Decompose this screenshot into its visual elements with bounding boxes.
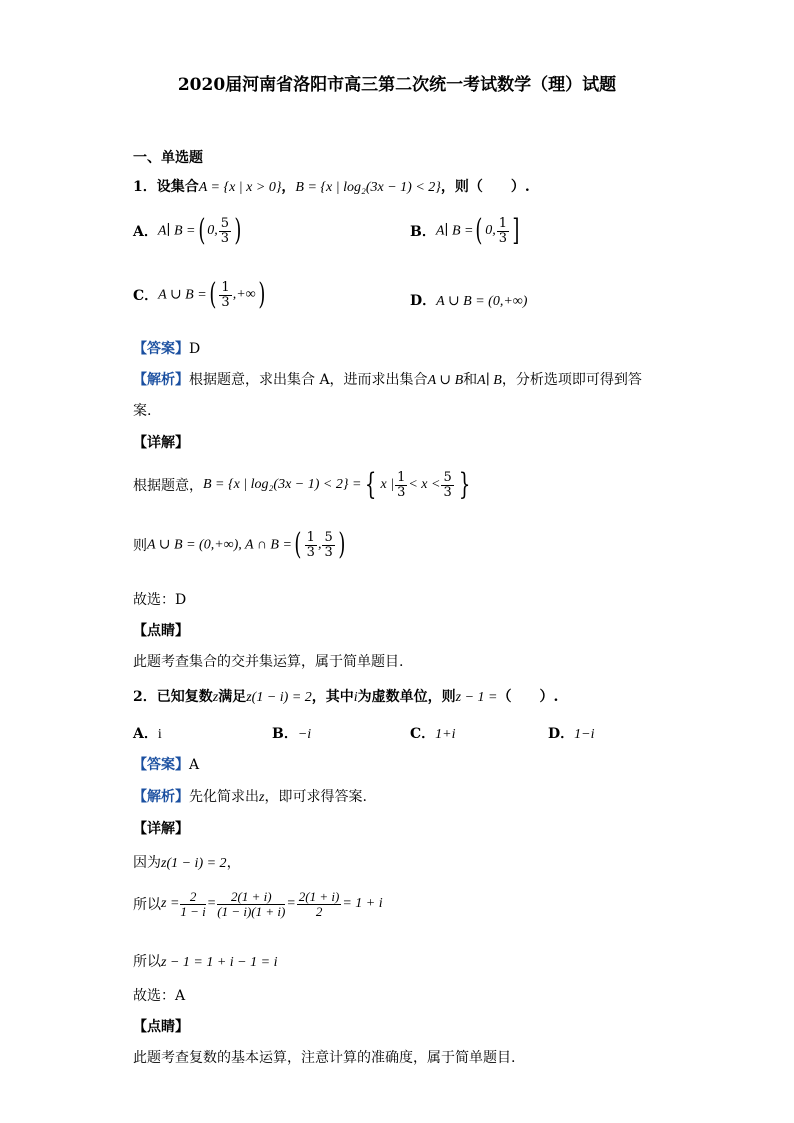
q2-stem-c: ，其中 <box>311 689 354 705</box>
denominator: 3 <box>306 544 315 560</box>
q1-opt-d-text: A ∪ B = (0,+∞) <box>436 294 528 309</box>
q1-opt-c-left: ( <box>209 277 217 312</box>
denominator: 2 <box>315 903 323 919</box>
q2-opt-c-label: C． <box>410 726 436 742</box>
q2-analysis-text-b: ，即可求得答案. <box>264 789 367 805</box>
q1-choose: 故选：D <box>133 592 187 608</box>
q2-detail1-tail: ， <box>226 855 241 871</box>
q2-detail3-math: z − 1 = 1 + i − 1 = i <box>161 955 278 970</box>
q1-comment-tag: 【点睛】 <box>133 623 189 639</box>
q2-detail1-math: z(1 − i) = 2 <box>161 856 227 871</box>
q2-comment-tag: 【点睛】 <box>133 1019 189 1035</box>
q2-analysis <box>133 786 367 806</box>
q2-stem-d: 为虚数单位，则 <box>357 689 456 705</box>
brace-left: { <box>365 467 377 502</box>
q1-opt-b-label: B． <box>410 224 436 240</box>
q1-answer <box>133 338 200 358</box>
paren-right: ) <box>338 527 346 562</box>
numerator: 2(1 + i) <box>217 890 285 905</box>
q1-opt-a-zero: 0, <box>207 223 218 238</box>
q1-opt-b-right: ] <box>512 213 520 248</box>
q1-analysis-text-c: ，分析选项即可得到答 <box>501 372 642 388</box>
q1-detail-tag: 【详解】 <box>133 435 189 451</box>
q2-opt-a-value: i <box>157 727 162 742</box>
q1-detail-mid: < x < <box>408 477 441 492</box>
q2-detail2-lhs: z = <box>161 896 180 912</box>
denominator: 3 <box>220 230 229 246</box>
q1-opt-d-label: D． <box>410 293 437 309</box>
q2-answer <box>133 754 199 774</box>
q2-option-c <box>410 723 456 743</box>
q1-detail-line1 <box>133 467 474 502</box>
q2-detail2-text: 所以 <box>133 897 161 914</box>
q2-detail-line2 <box>133 890 383 918</box>
q2-stem-math1: z(1 − i) = 2 <box>246 690 312 705</box>
q1-comma: ， <box>281 179 296 195</box>
q1-detail2-math: A ∪ B = (0,+∞), A ∩ B = <box>147 537 292 553</box>
q1-opt-b-left: ( <box>475 213 483 248</box>
q2-answer-value: A <box>189 757 200 773</box>
q1-analysis-tag: 【解析】 <box>133 372 189 388</box>
q1-opt-a-lhs: A∣ B = <box>157 223 196 239</box>
q1-opt-a-label: A． <box>133 224 158 240</box>
q1-opt-b-zero: 0, <box>485 223 496 238</box>
numerator: 1 <box>221 279 230 295</box>
q2-opt-b-label: B． <box>272 726 298 742</box>
q1-answer-tag: 【答案】 <box>133 341 189 357</box>
q1-opt-a-right: ) <box>234 213 242 248</box>
q1-detail2-text: 则 <box>133 538 147 554</box>
q1-opt-a-fraction <box>219 217 231 245</box>
fraction <box>322 531 334 559</box>
q2-answer-tag: 【答案】 <box>133 757 189 773</box>
numerator: 1 <box>498 215 507 231</box>
q1-set-b: B = {x | log₂(3x − 1) < 2} <box>295 180 441 195</box>
q1-opt-c-fraction <box>219 281 231 309</box>
q2-detail2-tail: = 1 + i <box>342 896 383 912</box>
fraction <box>297 890 342 918</box>
q1-detail-x: x | <box>380 477 395 492</box>
q2-detail3-text: 所以 <box>133 954 161 970</box>
q1-option-c <box>133 277 267 312</box>
q2-analysis-tag: 【解析】 <box>133 789 189 805</box>
q1-option-a <box>133 213 244 248</box>
q1-analysis-math-1: A ∪ B <box>427 373 464 388</box>
q2-detail-tag: 【详解】 <box>133 821 189 837</box>
q1-opt-a-left: ( <box>197 213 205 248</box>
q1-opt-b-fraction <box>497 217 509 245</box>
fraction <box>441 471 453 499</box>
denominator: 3 <box>221 294 230 310</box>
section-heading: 一、单选题 <box>133 150 203 166</box>
q1-opt-c-right: ) <box>257 277 265 312</box>
q1-option-d <box>410 290 527 310</box>
q1-stem-post: ，则（ ）. <box>440 179 530 195</box>
q1-detail-text: 根据题意， <box>133 478 203 494</box>
q1-comment: 此题考查集合的交并集运算，属于简单题目. <box>133 654 404 670</box>
q1-detail-math: B = {x | log₂(3x − 1) < 2} = <box>203 477 362 492</box>
numerator: 5 <box>220 215 229 231</box>
q2-analysis-z: z <box>259 790 265 805</box>
q2-comment: 此题考查复数的基本运算，注意计算的准确度，属于简单题目. <box>133 1050 516 1066</box>
q1-opt-c-tail: ,+∞ <box>232 287 256 302</box>
fraction <box>305 531 317 559</box>
q2-stem-e: （ ）. <box>497 689 559 705</box>
q2-stem-b: 满足 <box>218 689 247 705</box>
q1-analysis-math-2: A∣ B <box>477 373 502 388</box>
q1-analysis-text-b: 和 <box>463 372 478 388</box>
q2-option-b <box>272 723 311 743</box>
q1-opt-c-label: C． <box>133 288 159 304</box>
equals: = <box>286 896 296 912</box>
numerator: 1 <box>397 469 406 485</box>
q1-opt-b-lhs: A∣ B = <box>435 223 474 239</box>
q2-detail-line3 <box>133 951 277 971</box>
denominator: 3 <box>443 484 452 500</box>
numerator: 2(1 + i) <box>298 889 340 904</box>
numerator: 5 <box>443 469 452 485</box>
equals: = <box>206 896 217 912</box>
q2-stem-i: i <box>353 690 358 705</box>
q2-option-d <box>548 723 594 743</box>
q2-detail1-text: 因为 <box>133 855 161 871</box>
numerator: 2 <box>180 890 205 905</box>
q2-opt-c-value: 1+i <box>435 727 456 742</box>
q2-opt-b-value: −i <box>297 727 312 742</box>
q2-stem-math2: z − 1 = <box>455 690 498 705</box>
fraction <box>395 471 407 499</box>
q2-opt-a-label: A． <box>133 726 158 742</box>
numerator: 5 <box>324 529 333 545</box>
denominator: (1 − i)(1 + i) <box>217 903 286 919</box>
numerator: 1 <box>306 529 315 545</box>
q1-option-b <box>410 213 522 248</box>
q1-detail-line2 <box>133 527 347 562</box>
denominator: 1 − i <box>180 903 206 919</box>
fraction <box>180 890 205 918</box>
denominator: 3 <box>397 484 406 500</box>
q1-set-a: A = {x | x > 0} <box>198 180 282 195</box>
q2-detail-line1 <box>133 852 241 872</box>
comma: , <box>317 537 322 552</box>
q1-answer-value: D <box>189 341 201 357</box>
page-title: 2020届河南省洛阳市高三第二次统一考试数学（理）试题 <box>177 75 617 95</box>
q2-opt-d-label: D． <box>548 726 575 742</box>
q2-stem <box>133 686 558 706</box>
q2-stem-a: 2．已知复数 <box>133 689 213 705</box>
brace-right: } <box>458 467 471 502</box>
fraction <box>217 890 285 918</box>
q1-analysis-text-a: 根据题意，求出集合 A，进而求出集合 <box>189 372 428 388</box>
q1-stem-pre: 1．设集合 <box>133 179 199 195</box>
q2-choose: 故选：A <box>133 988 186 1004</box>
q1-stem <box>133 176 530 196</box>
q1-analysis-line2: 案. <box>133 403 152 419</box>
q2-opt-d-value: 1−i <box>574 727 595 742</box>
q2-analysis-text-a: 先化简求出 <box>189 789 259 805</box>
denominator: 3 <box>324 544 333 560</box>
q1-analysis <box>133 369 642 389</box>
q2-option-a <box>133 723 162 743</box>
q2-stem-z: z <box>212 690 219 705</box>
denominator: 3 <box>498 230 507 246</box>
q1-opt-c-lhs: A ∪ B = <box>158 287 207 303</box>
paren-left: ( <box>294 527 302 562</box>
